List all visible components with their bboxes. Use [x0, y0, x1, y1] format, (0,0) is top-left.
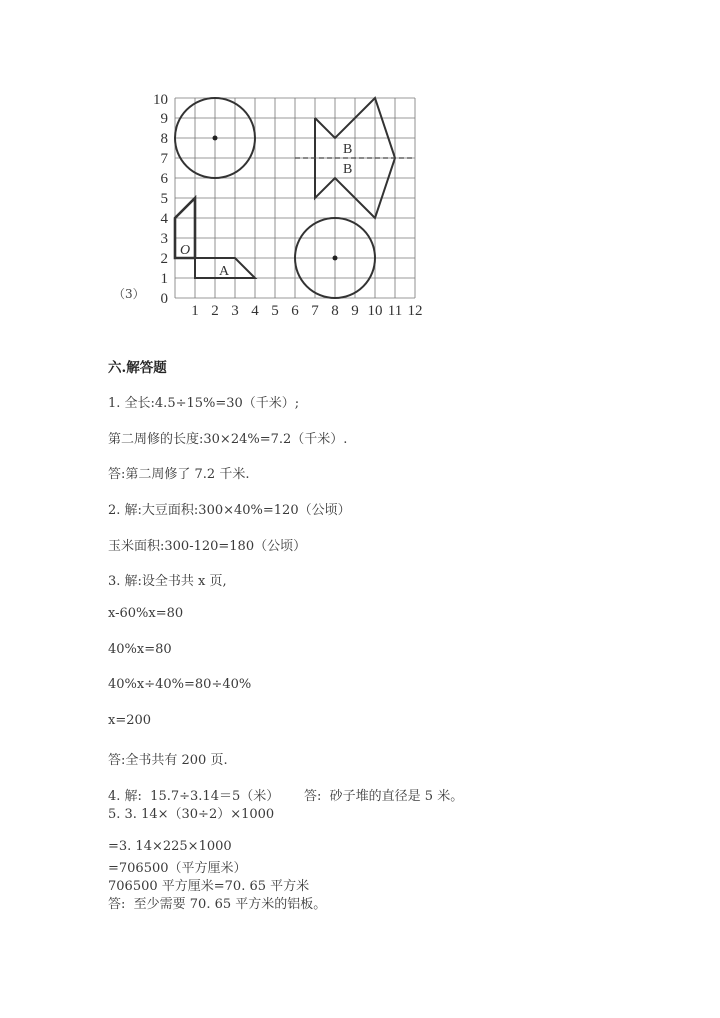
answer-line: 40%x=80 [108, 642, 172, 657]
x-tick: 1 [191, 303, 199, 319]
x-tick: 5 [271, 303, 279, 319]
shape-b-top-label: B [343, 142, 353, 157]
x-tick: 4 [251, 303, 259, 319]
answer-line: 第二周修的长度:30×24%=7.2（千米）. [108, 432, 348, 447]
answer-line: 答:全书共有 200 页. [108, 753, 228, 768]
answer-line: 4. 解: 15.7÷3.14＝5（米） 答: 砂子堆的直径是 5 米。 [108, 789, 464, 804]
y-tick: 1 [160, 271, 168, 287]
shape-a-label: A [219, 264, 230, 279]
x-tick: 3 [231, 303, 239, 319]
answer-line: 1. 全长:4.5÷15%=30（千米）; [108, 396, 300, 411]
answer-line: 玉米面积:300-120=180（公顷） [108, 539, 307, 554]
answer-line: 5. 3. 14×（30÷2）×1000 [108, 807, 275, 822]
answer-line: 706500 平方厘米=70. 65 平方米 [108, 879, 310, 894]
answer-line: =706500（平方厘米） [108, 861, 247, 876]
coordinate-grid [100, 85, 440, 325]
x-tick: 2 [211, 303, 219, 319]
y-tick: 7 [160, 151, 168, 167]
answer-line: 答:第二周修了 7.2 千米. [108, 467, 250, 482]
y-tick: 2 [160, 251, 168, 267]
section-heading: 六.解答题 [108, 360, 167, 376]
x-tick: 10 [367, 303, 383, 319]
x-tick: 8 [331, 303, 339, 319]
answer-line: 答: 至少需要 70. 65 平方米的铝板。 [108, 897, 327, 912]
y-tick: 8 [160, 131, 168, 147]
x-tick: 7 [311, 303, 319, 319]
y-tick: 6 [160, 171, 168, 187]
grid-figure [100, 85, 440, 325]
answer-line: =3. 14×225×1000 [108, 839, 232, 854]
figure-label: （3） [113, 287, 145, 301]
answer-line: x=200 [108, 713, 152, 728]
y-tick: 5 [160, 191, 168, 207]
answer-line: 2. 解:大豆面积:300×40%=120（公顷） [108, 503, 351, 518]
x-tick: 11 [387, 303, 403, 319]
x-tick: 6 [291, 303, 299, 319]
x-tick: 12 [407, 303, 423, 319]
x-tick: 9 [351, 303, 359, 319]
answer-line: x-60%x=80 [108, 606, 184, 621]
answer-line: 3. 解:设全书共 x 页, [108, 574, 227, 589]
y-tick: 10 [153, 92, 168, 108]
answer-line: 40%x÷40%=80÷40% [108, 677, 252, 692]
origin-label: O [180, 243, 191, 258]
y-tick: 4 [160, 211, 168, 227]
y-tick: 3 [160, 231, 168, 247]
shape-b-bottom-label: B [343, 162, 353, 177]
y-tick: 0 [160, 291, 168, 307]
y-tick: 9 [160, 111, 168, 127]
